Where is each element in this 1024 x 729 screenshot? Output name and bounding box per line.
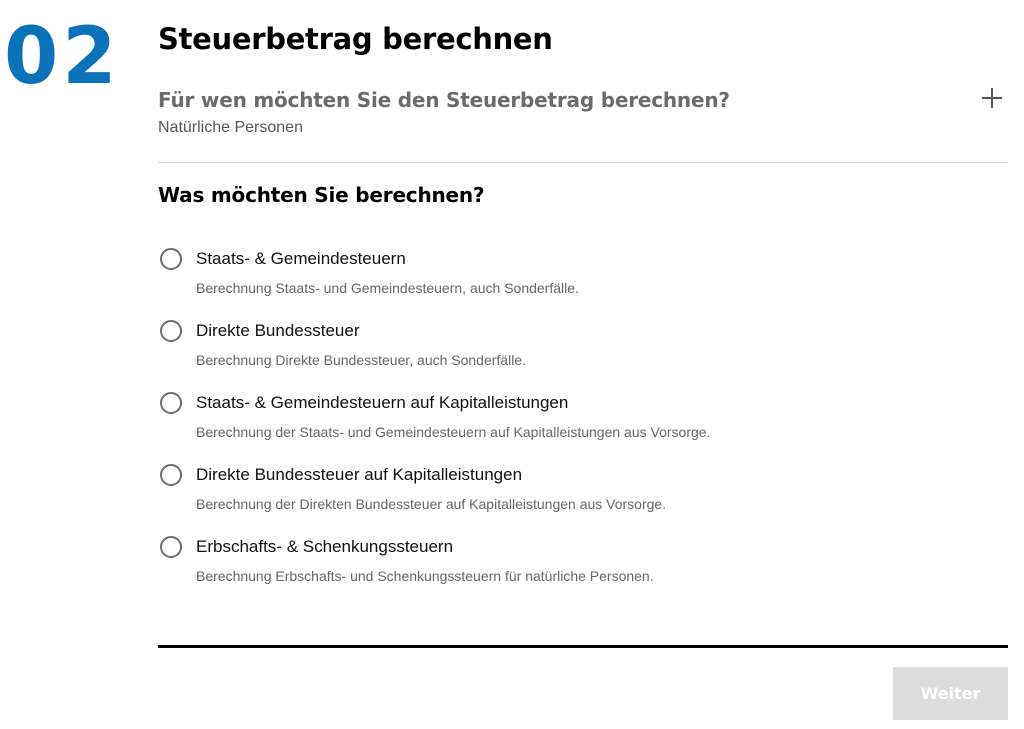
page-title: Steuerbetrag berechnen [158, 22, 553, 56]
option-label: Erbschafts- & Schenkungssteuern [196, 537, 454, 556]
option-staats-gemeindesteuern[interactable] [158, 245, 1008, 317]
option-label: Staats- & Gemeindesteuern [196, 249, 406, 268]
footer-divider [158, 645, 1008, 648]
radio-button[interactable] [160, 464, 182, 486]
option-erbschafts-schenkungssteuern[interactable] [158, 533, 1008, 605]
radio-button[interactable] [160, 320, 182, 342]
option-description: Berechnung Staats- und Gemeindesteuern, auch Sonderfälle. [196, 280, 579, 296]
option-description: Berechnung Erbschafts- und Schenkungssteuern für natürliche Personen. [196, 568, 654, 584]
option-description: Berechnung der Staats- und Gemeindesteuern auf Kapitalleistungen aus Vorsorge. [196, 424, 711, 440]
radio-button[interactable] [160, 392, 182, 414]
option-direkte-bundessteuer[interactable] [158, 317, 1008, 389]
option-direkte-bundessteuer-kapitalleistungen[interactable] [158, 461, 1008, 533]
section-answer: Natürliche Personen [158, 119, 303, 136]
section-question: Für wen möchten Sie den Steuerbetrag berechnen? [158, 88, 730, 112]
radio-button[interactable] [160, 248, 182, 270]
option-label: Staats- & Gemeindesteuern auf Kapitalleistungen [196, 393, 569, 412]
calculation-options [158, 245, 1008, 605]
step-number: 02 [4, 12, 121, 102]
option-description: Berechnung der Direkten Bundessteuer auf Kapitalleistungen aus Vorsorge. [196, 496, 667, 512]
option-label: Direkte Bundessteuer auf Kapitalleistungen [196, 465, 523, 484]
completed-section-summary[interactable] [158, 86, 1008, 163]
option-description: Berechnung Direkte Bundessteuer, auch Sonderfälle. [196, 352, 526, 368]
plus-icon[interactable] [982, 88, 1002, 108]
next-button[interactable]: Weiter [893, 667, 1008, 720]
radio-button[interactable] [160, 536, 182, 558]
option-staats-gemeindesteuern-kapitalleistungen[interactable] [158, 389, 1008, 461]
calculation-question: Was möchten Sie berechnen? [158, 183, 485, 207]
option-label: Direkte Bundessteuer [196, 321, 360, 340]
